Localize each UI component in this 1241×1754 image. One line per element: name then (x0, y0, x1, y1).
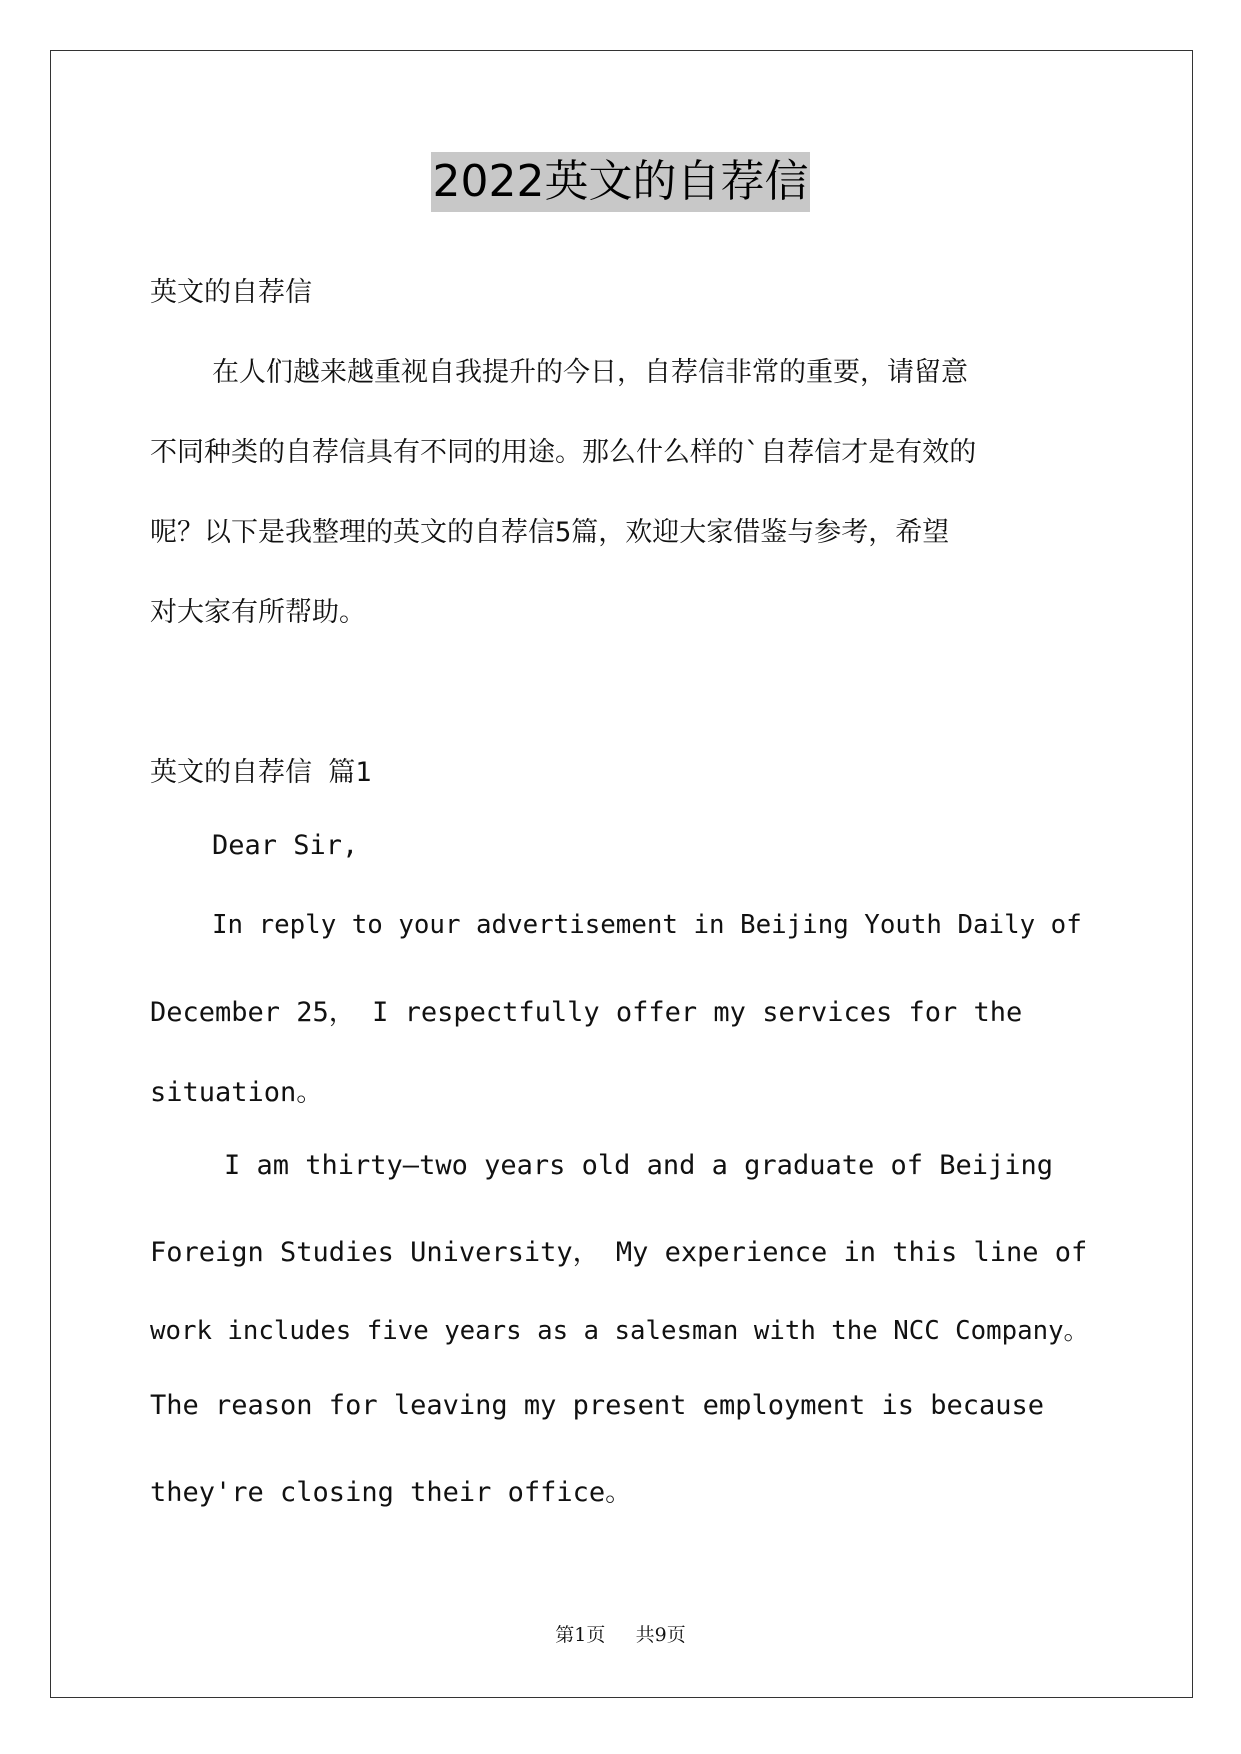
page-footer (0, 1620, 1241, 1647)
heading: 英文的自荐信 (150, 277, 312, 308)
footer-total-prefix: 共 (635, 1624, 655, 1646)
para2-line-4: The reason for leaving my present employment is because (150, 1390, 1045, 1421)
section-heading: 英文的自荐信 篇1 (150, 757, 372, 788)
intro-line-4: 对大家有所帮助。 (150, 597, 366, 628)
para1-line-1: In reply to your advertisement in Beijing Youth Daily of (212, 910, 1082, 940)
salutation: Dear Sir, (212, 830, 359, 861)
para2-line-3: work includes five years as a salesman with the NCC Company。 (150, 1316, 1090, 1346)
para2-line-2: Foreign Studies University， My experience in this line of (150, 1237, 1088, 1268)
para2-line-5: they're closing their office。 (150, 1477, 633, 1508)
footer-current-page: 1 (574, 1624, 587, 1646)
title-container (0, 152, 1241, 212)
document-title: 2022英文的自荐信 (431, 152, 811, 212)
para1-line-3: situation。 (150, 1077, 324, 1108)
para1-line-2: December 25， I respectfully offer my services for the (150, 997, 1023, 1028)
footer-page-prefix: 第 (555, 1624, 575, 1646)
footer-page-suffix: 页 (586, 1624, 606, 1646)
intro-line-2: 不同种类的自荐信具有不同的用途。那么什么样的`自荐信才是有效的 (150, 437, 977, 468)
footer-total-pages: 9 (654, 1624, 667, 1646)
intro-line-1: 在人们越来越重视自我提升的今日，自荐信非常的重要，请留意 (212, 357, 968, 388)
intro-line-3: 呢？以下是我整理的英文的自荐信5篇，欢迎大家借鉴与参考，希望 (150, 517, 950, 548)
footer-total-suffix: 页 (666, 1624, 686, 1646)
para2-line-1: I am thirty—two years old and a graduate of Beijing (224, 1150, 1054, 1181)
